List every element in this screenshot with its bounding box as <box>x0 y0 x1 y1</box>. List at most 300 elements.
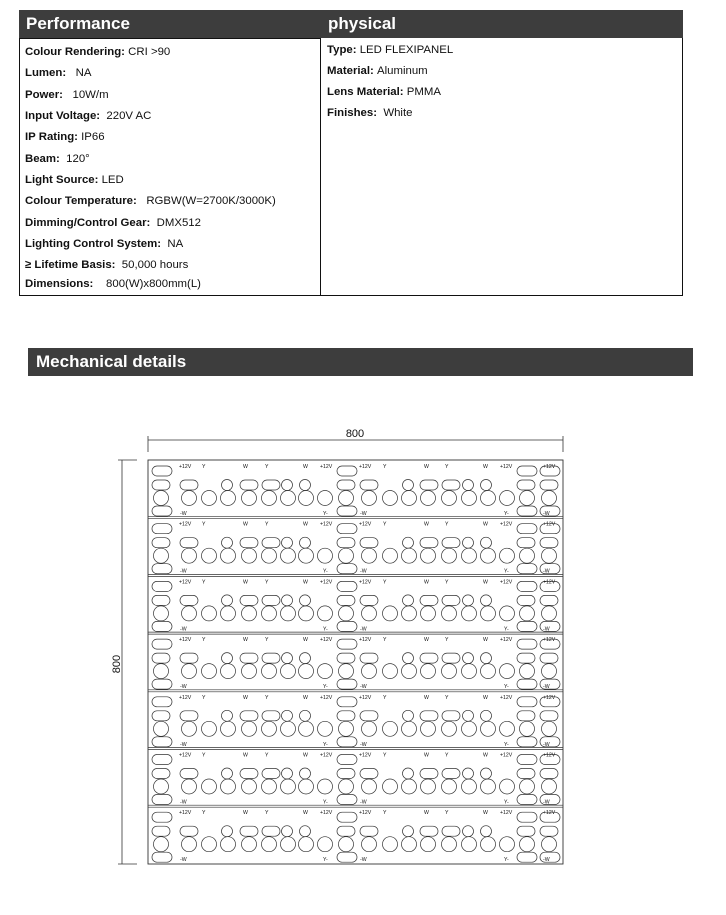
led-dot <box>402 721 417 736</box>
spec-value: 220V AC <box>103 110 152 122</box>
pin-label-12v: +12V <box>320 752 333 759</box>
pad-capsule <box>360 711 378 721</box>
pin-label-y: Y <box>383 464 387 470</box>
led-dot <box>362 491 377 506</box>
pin-label-12v: +12V <box>179 579 192 586</box>
pad-capsule <box>337 564 357 574</box>
led-dot <box>154 837 169 852</box>
pin-label-w: W <box>303 694 308 701</box>
pad-capsule <box>152 826 170 836</box>
pad-capsule <box>420 595 438 605</box>
pad-capsule <box>420 480 438 490</box>
led-dot <box>463 768 474 779</box>
pin-label-12v: +12V <box>320 694 333 701</box>
led-dot <box>182 606 197 621</box>
pin-label-y: Y <box>202 752 206 759</box>
led-dot <box>282 710 293 721</box>
pad-capsule <box>442 480 460 490</box>
led-dot <box>299 491 314 506</box>
led-dot <box>221 779 236 794</box>
pad-capsule <box>420 769 438 779</box>
pad-capsule <box>152 697 172 707</box>
led-dot <box>282 480 293 491</box>
led-dot <box>362 548 377 563</box>
pin-label-y-minus: Y- <box>504 568 509 575</box>
pad-capsule <box>360 769 378 779</box>
pad-capsule <box>152 639 172 649</box>
led-dot <box>154 606 169 621</box>
pad-capsule <box>152 581 172 591</box>
pin-label-minus-w: -W <box>360 684 367 691</box>
led-dot <box>154 721 169 736</box>
led-dot <box>182 664 197 679</box>
pin-label-12v: +12V <box>359 464 372 470</box>
pin-label-y-minus: Y- <box>323 626 328 633</box>
led-dot <box>222 826 233 837</box>
pin-label-minus-w: -W <box>543 684 550 691</box>
led-dot <box>318 548 333 563</box>
height-dimension <box>111 460 137 864</box>
led-dot <box>500 837 515 852</box>
pin-label-w: W <box>483 637 488 644</box>
pin-label-12v: +12V <box>500 464 513 470</box>
pin-label-y: Y <box>383 694 387 701</box>
led-dot <box>421 779 436 794</box>
pad-capsule <box>517 653 535 663</box>
pad-capsule <box>152 737 172 747</box>
pin-label-minus-w: -W <box>180 857 187 864</box>
spec-value: IP66 <box>81 131 105 143</box>
led-dot <box>362 721 377 736</box>
pin-label-12v: +12V <box>359 521 372 528</box>
pin-label-12v: +12V <box>179 810 192 817</box>
pad-capsule <box>152 506 172 516</box>
led-dot <box>281 721 296 736</box>
pad-capsule <box>540 538 558 548</box>
led-dot <box>299 721 314 736</box>
pad-capsule <box>152 679 172 689</box>
pad-capsule <box>337 653 355 663</box>
pin-label-w: W <box>483 521 488 528</box>
pad-capsule <box>442 769 460 779</box>
led-dot <box>221 491 236 506</box>
led-dot <box>339 664 354 679</box>
physical-header: physical <box>321 10 683 38</box>
led-dot <box>242 779 257 794</box>
pad-capsule <box>420 711 438 721</box>
pad-capsule <box>240 595 258 605</box>
pad-capsule <box>442 826 460 836</box>
pad-capsule <box>152 711 170 721</box>
spec-label: Colour Temperature: <box>25 195 140 207</box>
led-dot <box>281 606 296 621</box>
pad-capsule <box>337 639 357 649</box>
pad-capsule <box>262 595 280 605</box>
led-dot <box>299 779 314 794</box>
pin-label-minus-w: -W <box>543 741 550 748</box>
pin-label-y: Y <box>265 637 269 644</box>
led-dot <box>154 664 169 679</box>
pad-capsule <box>180 711 198 721</box>
led-dot <box>463 480 474 491</box>
spec-value: DMX512 <box>153 217 201 229</box>
pad-capsule <box>262 653 280 663</box>
pad-capsule <box>337 826 355 836</box>
spec-label: Lens Material: <box>327 86 407 98</box>
led-dot <box>242 721 257 736</box>
pad-capsule <box>420 826 438 836</box>
pin-label-w: W <box>483 752 488 759</box>
led-dot <box>299 664 314 679</box>
led-dot <box>154 491 169 506</box>
led-dot <box>481 537 492 548</box>
led-dot <box>339 779 354 794</box>
pin-label-minus-w: -W <box>360 857 367 864</box>
spec-label: Light Source: <box>25 174 102 186</box>
pad-capsule <box>360 480 378 490</box>
pin-label-y-minus: Y- <box>504 741 509 748</box>
led-dot <box>542 721 557 736</box>
pin-label-minus-w: -W <box>180 799 187 806</box>
pin-label-12v: +12V <box>359 637 372 644</box>
pad-capsule <box>337 524 357 534</box>
pin-label-w: W <box>424 521 429 528</box>
pin-label-y-minus: Y- <box>323 799 328 806</box>
led-dot <box>442 548 457 563</box>
pad-capsule <box>420 538 438 548</box>
led-dot <box>221 606 236 621</box>
pad-capsule <box>540 653 558 663</box>
pin-label-y: Y <box>445 579 449 586</box>
spec-label: Power: <box>25 89 67 101</box>
led-dot <box>403 768 414 779</box>
pin-label-12v: +12V <box>543 694 556 701</box>
pad-capsule <box>360 653 378 663</box>
pad-capsule <box>240 653 258 663</box>
led-dot <box>318 664 333 679</box>
led-dot <box>500 664 515 679</box>
pad-capsule <box>240 769 258 779</box>
pin-label-12v: +12V <box>543 464 556 470</box>
pin-label-minus-w: -W <box>180 741 187 748</box>
led-dot <box>299 548 314 563</box>
pin-label-w: W <box>483 464 488 470</box>
pad-capsule <box>337 506 357 516</box>
pad-capsule <box>240 711 258 721</box>
led-dot <box>221 664 236 679</box>
pad-capsule <box>517 480 535 490</box>
led-dot <box>421 837 436 852</box>
led-dot <box>221 837 236 852</box>
pin-label-minus-w: -W <box>360 741 367 748</box>
pad-capsule <box>337 769 355 779</box>
pin-label-y: Y <box>383 810 387 817</box>
led-dot <box>402 491 417 506</box>
pin-label-12v: +12V <box>359 694 372 701</box>
pad-capsule <box>517 581 537 591</box>
pin-label-w: W <box>483 579 488 586</box>
led-dot <box>202 491 217 506</box>
pad-capsule <box>517 524 537 534</box>
pad-capsule <box>337 480 355 490</box>
spec-label: Beam: <box>25 153 63 165</box>
pad-capsule <box>517 852 537 862</box>
led-dot <box>442 837 457 852</box>
pin-label-y-minus: Y- <box>323 568 328 575</box>
pad-capsule <box>517 755 537 765</box>
pin-label-12v: +12V <box>320 521 333 528</box>
pin-label-12v: +12V <box>179 464 192 470</box>
led-dot <box>520 779 535 794</box>
pin-label-y-minus: Y- <box>504 684 509 691</box>
led-dot <box>300 710 311 721</box>
led-dot <box>481 664 496 679</box>
pad-capsule <box>517 826 535 836</box>
led-dot <box>402 606 417 621</box>
pad-capsule <box>337 538 355 548</box>
pin-label-w: W <box>243 579 248 586</box>
led-dot <box>500 721 515 736</box>
led-dot <box>542 664 557 679</box>
spec-label: Dimensions: <box>25 278 97 290</box>
led-dot <box>463 826 474 837</box>
led-dot <box>318 606 333 621</box>
led-dot <box>463 537 474 548</box>
spec-value: Aluminum <box>377 65 428 77</box>
led-dot <box>402 779 417 794</box>
led-dot <box>383 606 398 621</box>
pin-label-12v: +12V <box>500 694 513 701</box>
led-dot <box>339 491 354 506</box>
width-label: 800 <box>345 428 365 440</box>
led-dot <box>262 491 277 506</box>
pin-label-y: Y <box>383 752 387 759</box>
led-dot <box>318 721 333 736</box>
led-dot <box>542 491 557 506</box>
pad-capsule <box>262 711 280 721</box>
spec-label: IP Rating: <box>25 131 82 143</box>
led-dot <box>262 779 277 794</box>
pad-capsule <box>337 755 357 765</box>
pad-capsule <box>180 769 198 779</box>
pad-capsule <box>540 826 558 836</box>
pin-label-12v: +12V <box>320 810 333 817</box>
pad-capsule <box>262 538 280 548</box>
led-dot <box>442 721 457 736</box>
pin-label-w: W <box>483 694 488 701</box>
pad-capsule <box>337 581 357 591</box>
pin-label-12v: +12V <box>320 637 333 644</box>
led-dot <box>221 548 236 563</box>
led-dot <box>442 664 457 679</box>
pin-label-12v: +12V <box>179 637 192 644</box>
pin-label-minus-w: -W <box>360 799 367 806</box>
led-dot <box>402 548 417 563</box>
pin-label-w: W <box>424 694 429 701</box>
pad-capsule <box>360 595 378 605</box>
led-dot <box>300 768 311 779</box>
led-dot <box>242 548 257 563</box>
led-dot <box>442 606 457 621</box>
pin-label-minus-w: -W <box>180 626 187 633</box>
led-dot <box>542 779 557 794</box>
pad-capsule <box>517 506 537 516</box>
led-dot <box>520 664 535 679</box>
pin-label-y: Y <box>265 694 269 701</box>
pin-label-y: Y <box>383 579 387 586</box>
pad-capsule <box>262 480 280 490</box>
led-dot <box>520 606 535 621</box>
spec-value: NA <box>69 67 92 79</box>
pad-capsule <box>337 737 357 747</box>
led-dot <box>462 491 477 506</box>
led-dot <box>262 548 277 563</box>
pad-capsule <box>517 711 535 721</box>
pad-capsule <box>152 769 170 779</box>
pad-capsule <box>152 755 172 765</box>
led-dot <box>403 710 414 721</box>
led-dot <box>182 779 197 794</box>
pin-label-12v: +12V <box>359 752 372 759</box>
spec-label: Material: <box>327 65 378 77</box>
pad-capsule <box>337 621 357 631</box>
pad-capsule <box>152 653 170 663</box>
led-dot <box>481 768 492 779</box>
spec-label: Lighting Control System: <box>25 238 165 250</box>
pad-capsule <box>337 795 357 805</box>
led-dot <box>182 721 197 736</box>
pin-label-y: Y <box>202 810 206 817</box>
pad-capsule <box>517 564 537 574</box>
pin-label-minus-w: -W <box>543 857 550 864</box>
led-dot <box>481 826 492 837</box>
pad-capsule <box>262 826 280 836</box>
led-dot <box>300 537 311 548</box>
pin-label-w: W <box>303 810 308 817</box>
pin-label-y: Y <box>445 464 449 470</box>
pin-label-w: W <box>424 810 429 817</box>
led-dot <box>182 548 197 563</box>
pin-label-w: W <box>303 521 308 528</box>
led-dot <box>262 721 277 736</box>
pin-label-w: W <box>303 637 308 644</box>
pad-capsule <box>540 595 558 605</box>
led-dot <box>300 595 311 606</box>
led-dot <box>242 606 257 621</box>
led-dot <box>222 768 233 779</box>
pin-label-12v: +12V <box>543 521 556 528</box>
spec-label: Type: <box>327 44 360 56</box>
led-dot <box>462 664 477 679</box>
pad-capsule <box>517 737 537 747</box>
spec-value: PMMA <box>406 86 441 98</box>
led-dot <box>242 837 257 852</box>
led-dot <box>221 721 236 736</box>
pad-capsule <box>152 538 170 548</box>
led-dot <box>442 779 457 794</box>
pad-capsule <box>152 466 172 476</box>
pad-capsule <box>517 679 537 689</box>
pad-capsule <box>360 538 378 548</box>
led-dot <box>281 491 296 506</box>
led-dot <box>481 606 496 621</box>
led-dot <box>282 768 293 779</box>
pad-capsule <box>152 795 172 805</box>
pin-label-y-minus: Y- <box>504 799 509 806</box>
pad-capsule <box>517 538 535 548</box>
pin-label-12v: +12V <box>320 464 333 470</box>
pin-label-12v: +12V <box>500 579 513 586</box>
spec-value: LED FLEXIPANEL <box>359 44 454 56</box>
led-dot <box>202 664 217 679</box>
pin-label-w: W <box>424 579 429 586</box>
led-dot <box>202 548 217 563</box>
pad-capsule <box>442 538 460 548</box>
led-dot <box>318 491 333 506</box>
pin-label-12v: +12V <box>543 637 556 644</box>
led-dot <box>299 837 314 852</box>
pad-capsule <box>517 769 535 779</box>
led-dot <box>222 653 233 664</box>
led-dot <box>403 480 414 491</box>
pin-label-y-minus: Y- <box>323 857 328 864</box>
pad-capsule <box>517 466 537 476</box>
pin-label-w: W <box>243 752 248 759</box>
led-dot <box>300 653 311 664</box>
pin-label-minus-w: -W <box>180 568 187 575</box>
pin-label-y-minus: Y- <box>323 684 328 691</box>
performance-header: Performance <box>19 10 321 38</box>
pin-label-w: W <box>424 752 429 759</box>
pin-label-y: Y <box>202 637 206 644</box>
pad-capsule <box>517 639 537 649</box>
led-dot <box>299 606 314 621</box>
led-dot <box>481 595 492 606</box>
led-dot <box>520 837 535 852</box>
pin-label-y: Y <box>202 521 206 528</box>
pin-label-12v: +12V <box>543 752 556 759</box>
pin-label-12v: +12V <box>179 521 192 528</box>
pin-label-minus-w: -W <box>360 626 367 633</box>
pin-label-y-minus: Y- <box>504 857 509 864</box>
spec-value: CRI >90 <box>128 46 171 58</box>
pad-capsule <box>517 812 537 822</box>
led-dot <box>481 548 496 563</box>
pin-label-12v: +12V <box>500 637 513 644</box>
led-dot <box>300 826 311 837</box>
led-dot <box>500 779 515 794</box>
pad-capsule <box>337 852 357 862</box>
led-dot <box>202 837 217 852</box>
pin-label-minus-w: -W <box>543 799 550 806</box>
led-panel <box>148 460 563 864</box>
pad-capsule <box>152 812 172 822</box>
pad-capsule <box>360 826 378 836</box>
pin-label-w: W <box>303 464 308 470</box>
led-dot <box>462 721 477 736</box>
spec-value: 120° <box>62 153 90 165</box>
pin-label-y: Y <box>265 810 269 817</box>
led-dot <box>262 664 277 679</box>
pin-label-y: Y <box>445 752 449 759</box>
pad-capsule <box>420 653 438 663</box>
pad-capsule <box>152 564 172 574</box>
pad-capsule <box>180 480 198 490</box>
pad-capsule <box>180 538 198 548</box>
led-dot <box>222 480 233 491</box>
pin-label-w: W <box>424 637 429 644</box>
pin-label-y: Y <box>383 637 387 644</box>
